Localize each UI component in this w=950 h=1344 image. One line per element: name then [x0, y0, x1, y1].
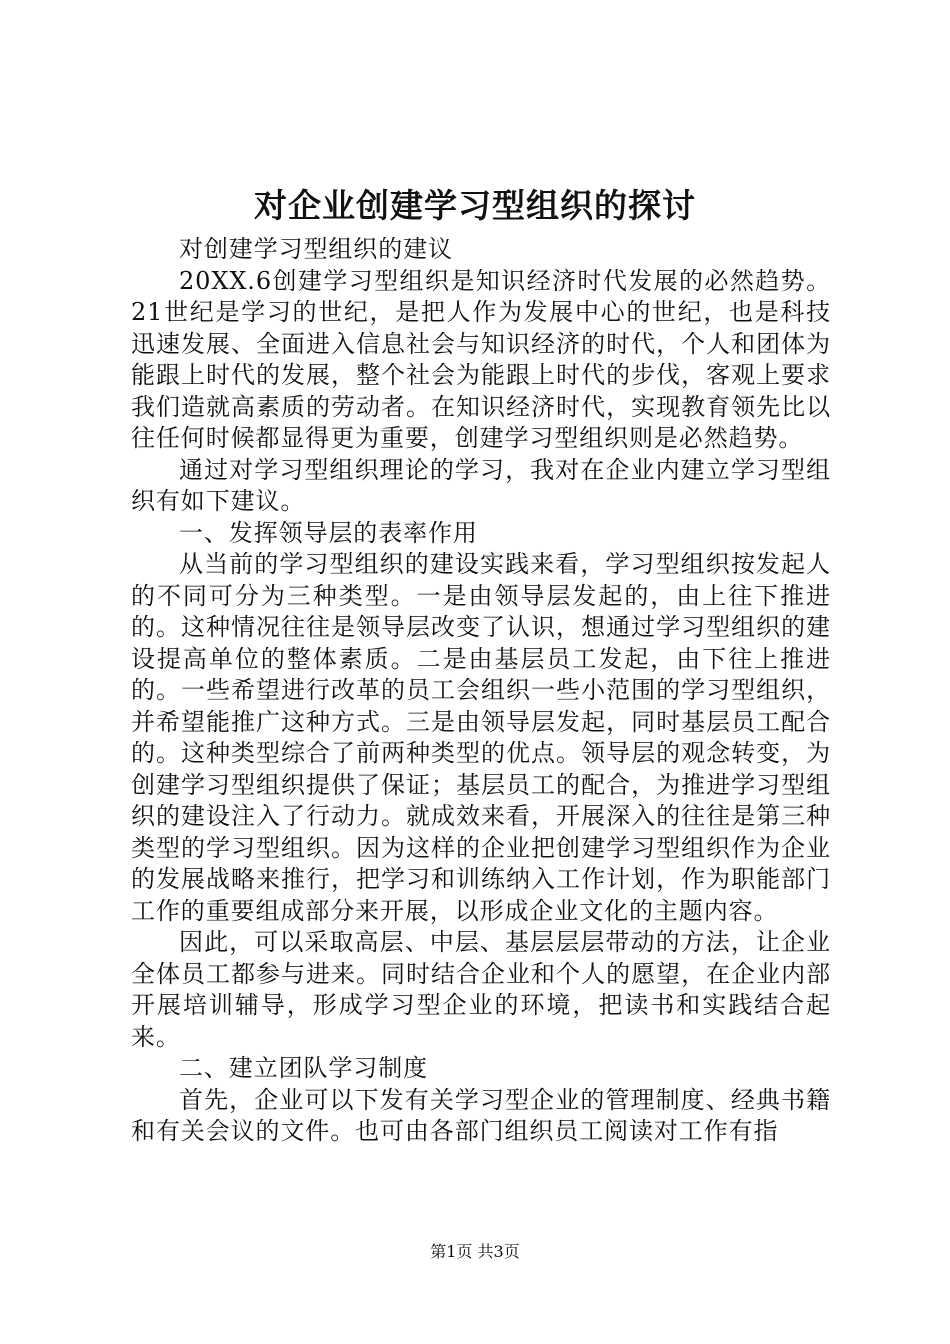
section-heading-1: 一、发挥领导层的表率作用	[179, 518, 478, 547]
page-footer: 第1页 共3页	[430, 1242, 520, 1261]
section-heading-2: 二、建立团队学习制度	[179, 1054, 428, 1082]
paragraph-subtitle: 对创建学习型组织的建议	[179, 235, 453, 263]
paragraph-therefore: 因此，可以采取高层、中层、基层层层带动的方法，让企业全体员工都参与进来。同时结合企业和个人的愿望，在企业内部开展培训辅导，形成学习型企业的环境，把读书和实践结合起来。	[131, 928, 831, 1051]
paragraph-first: 首先，企业可以下发有关学习型企业的管理制度、经典书籍和有关会议的文件。也可由各部门组织员工阅读对工作有指	[131, 1085, 831, 1145]
document-title: 对企业创建学习型组织的探讨	[254, 186, 696, 225]
paragraph-intro: 20XX.6创建学习型组织是知识经济时代发展的必然趋势。21世纪是学习的世纪，是把人作为发展中心的世纪，也是科技迅速发展、全面进入信息社会与知识经济的时代，个人和团体为能跟上时代的发展，整个社会为能跟上时代的步伐，客观上要求我们造就高素质的劳动者。在知识经济时代，实现教育领先比以往任何时候都显得更为重要，创建学习型组织则是必然趋势。	[131, 266, 831, 452]
document-body	[131, 234, 831, 1148]
paragraph-suggestion: 通过对学习型组织理论的学习，我对在企业内建立学习型组织有如下建议。	[131, 455, 831, 515]
paragraph-types: 从当前的学习型组织的建设实践来看，学习型组织按发起人的不同可分为三种类型。一是由领导层发起的，由上往下推进的。这种情况往往是领导层改变了认识，想通过学习型组织的建设提高单位的整体素质。二是由基层员工发起，由下往上推进的。一些希望进行改革的员工会组织一些小范围的学习型组织，并希望能推广这种方式。三是由领导层发起，同时基层员工配合的。这种类型综合了前两种类型的优点。领导层的观念转变，为创建学习型组织提供了保证；基层员工的配合，为推进学习型组织的建设注入了行动力。就成效来看，开展深入的往往是第三种类型的学习型组织。因为这样的企业把创建学习型组织作为企业的发展战略来推行，把学习和训练纳入工作计划，作为职能部门工作的重要组成部分来开展，以形成企业文化的主题内容。	[131, 550, 831, 925]
